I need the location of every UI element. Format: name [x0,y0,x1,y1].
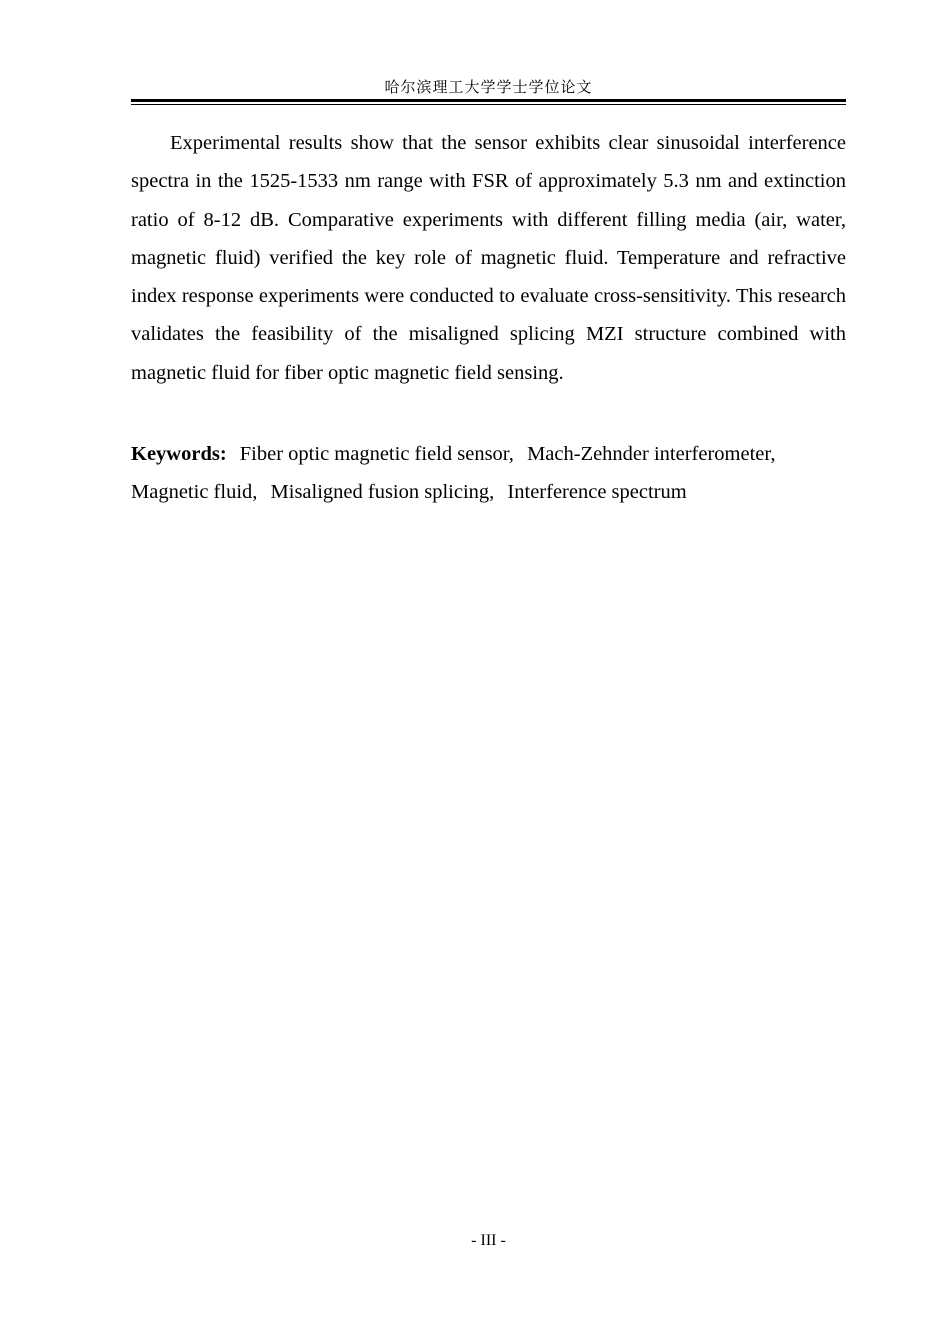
keywords-section [131,435,846,512]
page-header-title: 哈尔滨理工大学学士学位论文 [384,80,593,96]
keyword-item: Misaligned fusion splicing, [270,481,495,504]
page-number: - III - [471,1232,506,1249]
keyword-item: Fiber optic magnetic field sensor, [239,443,514,465]
keyword-item: Interference spectrum [507,481,687,504]
keywords-label: Keywords: [131,443,227,465]
keyword-item: Mach-Zehnder interferometer, [527,443,776,465]
header-rule-thick [131,99,846,102]
header-rule-thin [131,104,846,105]
keyword-item: Magnetic fluid, [131,481,258,504]
abstract-paragraph: Experimental results show that the sensor exhibits clear sinusoidal interference spectra in the 1525-1533 nm range with FSR of approximately 5.3 nm and extinction ratio of 8-12 dB. Comparative experiments with different filling media (air, water, magnetic fluid) verified the key role of magnetic fluid. Temperature and refractive index response experiments were conducted to evaluate cross-sensitivity. This research validates the feasibility of the misaligned splicing MZI structure combined with magnetic fluid for fiber optic magnetic field sensing. [131,132,846,384]
